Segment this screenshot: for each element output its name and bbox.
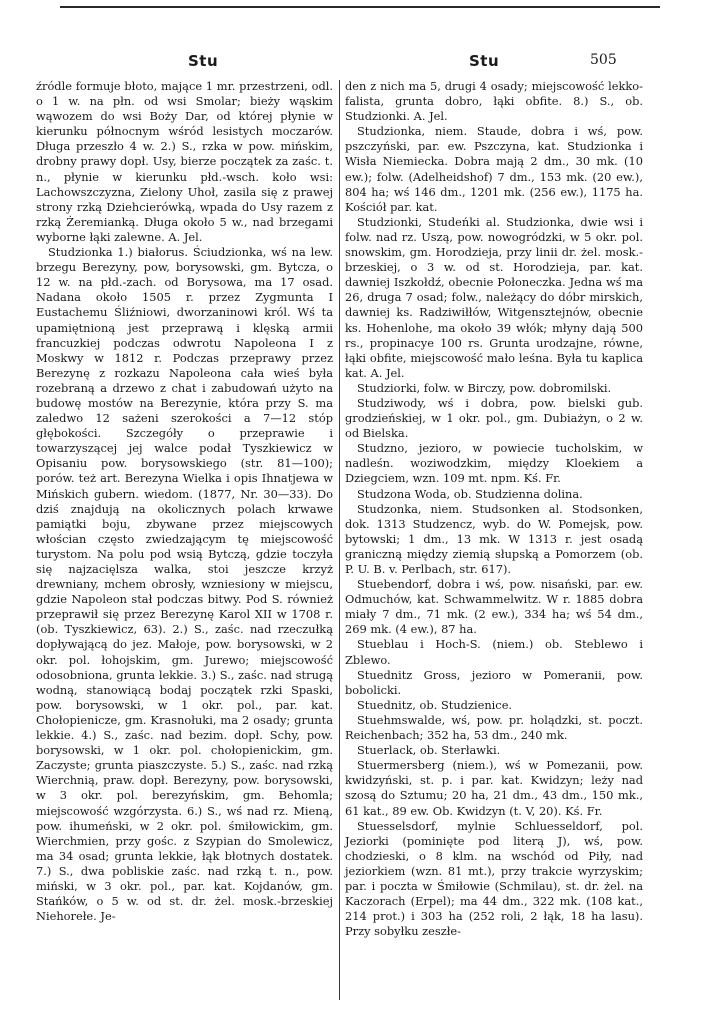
top-rule xyxy=(60,6,660,8)
page-number: 505 xyxy=(590,52,617,68)
entry-paragraph: źródle formuje błoto, mające 1 mr. przestrzeni, odl. o 1 w. na płn. od wsi Smolar; bieży wąskim wąwozem do wsi Boży Dar, od której płynie w kierunku północnym wśród lesistych moczarów. Długa przeszło 4 w. 2.) S., rzka w pow. mińskim, drobny prawy dopł. Usy, bierze początek za zaśc. t. n., płynie w kierunku płd.-wsch. koło wsi: Lachowszczyzna, Zielony Uhoł, zasila się z prawej strony rzką Dziehcierówką, wpada do Usy razem z rzką Żeremianką. Długa około 5 w., nad brzegami wyborne łąki zalewne. A. Jel. xyxy=(36,79,333,244)
left-column xyxy=(36,79,333,924)
entry-paragraph: Stuerlack, ob. Sterławki. xyxy=(357,743,501,758)
entry-paragraph: Studzionka, niem. Staude, dobra i wś, pow. pszczyński, par. ew. Pszczyna, kat. Studzionka i Wisła Niemiecka. Dobra mają 2 dm., 30 mk. (10 ew.); folw. (Adelheidshof) 7 dm., 153 mk. (20 ew.), 804 ha; wś 146 dm., 1201 mk. (256 ew.), 1175 ha. Kościół par. kat. xyxy=(345,124,643,214)
entry-paragraph: Studzionka 1.) białorus. Ściudzionka, wś na lew. brzegu Berezyny, pow, borysowski, gm. Bytcza, o 12 w. na płd.-zach. od Borysowa, ma 17 osad. Nadana około 1505 r. przez Zygmunta I Eustachemu Śliźniowi, dworzaninowi król. Wś ta upamiętnioną jest przeprawą i klęską armii francuzkiej podczas odwrotu Napoleona I z Moskwy w 1812 r. Podczas przeprawy przez Berezynę z rozkazu Napoleona cała wieś była rozebraną a drzewo z chat i zabudowań użyto na budowę mostów na Berezynie, która przy S. ma zaledwo 12 sażeni szerokości a 7—12 stóp głębokości. Szczegóły o przeprawie i towarzyszącej jej walce podał Tyszkiewicz w Opisaniu pow. borysowskiego (str. 81—100); porów. też art. Berezyna Wielka i opis Ihnatjewa w Mińskich gubern. wiedom. (1877, Nr. 30—33). Do dziś znajdują na okolicznych polach krwawe pamiątki boju, zbywane przez miejscowych włościan często zwiedzającym tę miejscowość turystom. Na polu pod wsią Bytczą, gdzie toczyła się najzacięlsza walka, stoi jeszcze krzyż drewniany, mchem obrosły, wzniesiony w miejscu, gdzie Napoleon stał podczas bitwy. Pod S. również przeprawił się przez Berezynę Karol XII w 1708 r. (ob. Tyszkiewicz, 63). 2.) S., zaśc. nad rzeczułką dopływającą do jez. Małoje, pow. borysowski, w 2 okr. pol. łohojskim, gm. Jurewo; miejscowość odosobniona, grunta lekkie. 3.) S., zaśc. nad strugą wodną, stanowiącą bodaj początek rzki Spaski, pow. borysowski, w 1 okr. pol., par. kat. Chołopienicze, gm. Krasnołuki, ma 2 osady; grunta lekkie. 4.) S., zaśc. nad bezim. dopł. Schy, pow. borysowski, w 1 okr. pol. chołopienickim, gm. Zaczyste; grunta piaszczyste. 5.) S., zaśc. nad rzką Wierchnią, praw. dopł. Berezyny, pow. borysowski, w 3 okr. pol. berezyńskim, gm. Behomla; miejscowość wzgórzysta. 6.) S., wś nad rz. Mieną, pow. ihumeński, w 2 okr. pol. śmiłowickim, gm. Wierchmien, przy gośc. z Szypian do Smolewicz, ma 34 osad; grunta lekkie, łąk błotnych dostatek. 7.) S., dwa pobliskie zaśc. nad rzką t. n., pow. miński, w 3 okr. pol., par. kat. Kojdanów, gm. Stańków, o 5 w. od st. dr. żel. mosk.-brzeskiej Niehorełe. Je- xyxy=(36,245,333,924)
entry-paragraph: Studziwody, wś i dobra, pow. bielski gub. grodzieńskiej, w 1 okr. pol., gm. Dubiażyn, o 2 w. od Bielska. xyxy=(345,395,643,441)
entry-paragraph: Studzno, jezioro, w powiecie tucholskim, w nadleśn. woziwodzkim, między Kloekiem a Dziegciem, wzn. 109 mt. npm. Kś. Fr. xyxy=(345,441,643,486)
entry-paragraph: Stuebendorf, dobra i wś, pow. nisański, par. ew. Odmuchów, kat. Schwammelwitz. W r. 1885 dobra miały 7 dm., 71 mk. (2 ew.), 334 ha; wś 54 dm., 269 mk. (4 ew.), 87 ha. xyxy=(345,577,643,637)
entry-paragraph: Stuermersberg (niem.), wś w Pomezanii, pow. kwidzyński, st. p. i par. kat. Kwidzyn; leży nad szosą do Sztumu; 20 ha, 21 dm., 43 dm., 150 mk., 61 kat., 89 ew. Ob. Kwidzyn (t. V, 20). Kś. Fr. xyxy=(345,758,643,818)
entry-paragraph: Stuehmswalde, wś, pow. pr. holądzki, st. poczt. Reichenbach; 352 ha, 53 dm., 240 mk. xyxy=(345,712,643,743)
entry-paragraph: Stuednitz Gross, jezioro w Pomeranii, pow. bobolicki. xyxy=(345,667,643,697)
entry-paragraph: Stuesselsdorf, mylnie Schluesseldorf, pol. Jeziorki (pominięte pod literą J), wś, pow. chodzieski, o 8 klm. na wschód od Piły, nad jeziorkiem (wzn. 81 mt.), przy trakcie wyrzyskim; par. i poczta w Śmiłowie (Schmilau), st. dr. żel. na Kaczorach (Erpel); ma 44 dm., 322 mk. (108 kat., 214 prot.) i 303 ha (252 roli, 2 łąk, 18 ha lasu). Przy sobyłku zeszłe- xyxy=(345,818,643,939)
entry-paragraph: Studzionki, Studeńki al. Studzionka, dwie wsi i folw. nad rz. Uszą, pow. nowogródzki, w 5 okr. pol. snowskim, gm. Horodzieja, przy linii dr. żel. mosk.-brzeskiej, o 3 w. od st. Horodzieja, par. kat. dawniej Iszkołdź, obecnie Połoneczka. Jedna wś ma 26, druga 7 osad; folw., należący do dóbr mirskich, dawniej ks. Radziwiłłów, Witgensztejnów, obecnie ks. Hohenlohe, ma około 39 włók; młyny dają 500 rs., propinacye 100 rs. Grunta urodzajne, równe, łąki obfite, miejscowość mało leśna. Była tu kaplica kat. A. Jel. xyxy=(345,214,643,380)
entry-paragraph: Stuednitz, ob. Studzienice. xyxy=(357,697,513,712)
entry-paragraph: Studzona Woda, ob. Studzienna dolina. xyxy=(357,486,583,501)
entry-paragraph: Stueblau i Hoch-S. (niem.) ob. Steblewo i Zblewo. xyxy=(345,637,643,667)
right-column xyxy=(345,79,643,939)
running-head-left: Stu xyxy=(188,52,219,70)
entry-paragraph: Studziorki, folw. w Birczy, pow. dobromilski. xyxy=(357,380,612,395)
running-head-right: Stu xyxy=(469,52,500,70)
column-divider xyxy=(339,80,340,1000)
entry-paragraph: den z nich ma 5, drugi 4 osady; miejscowość lekko-falista, grunta dobro, łąki obfite. 8.) S., ob. Studzionki. A. Jel. xyxy=(345,79,643,124)
entry-paragraph: Studzonka, niem. Studsonken al. Stodsonken, dok. 1313 Studzencz, wyb. do W. Pomejsk, pow. bytowski; 1 dm., 13 mk. W 1313 r. jest osadą graniczną między ziemią słupską a Pomorzem (ob. P. U. B. v. Perlbach, str. 617). xyxy=(345,501,643,576)
